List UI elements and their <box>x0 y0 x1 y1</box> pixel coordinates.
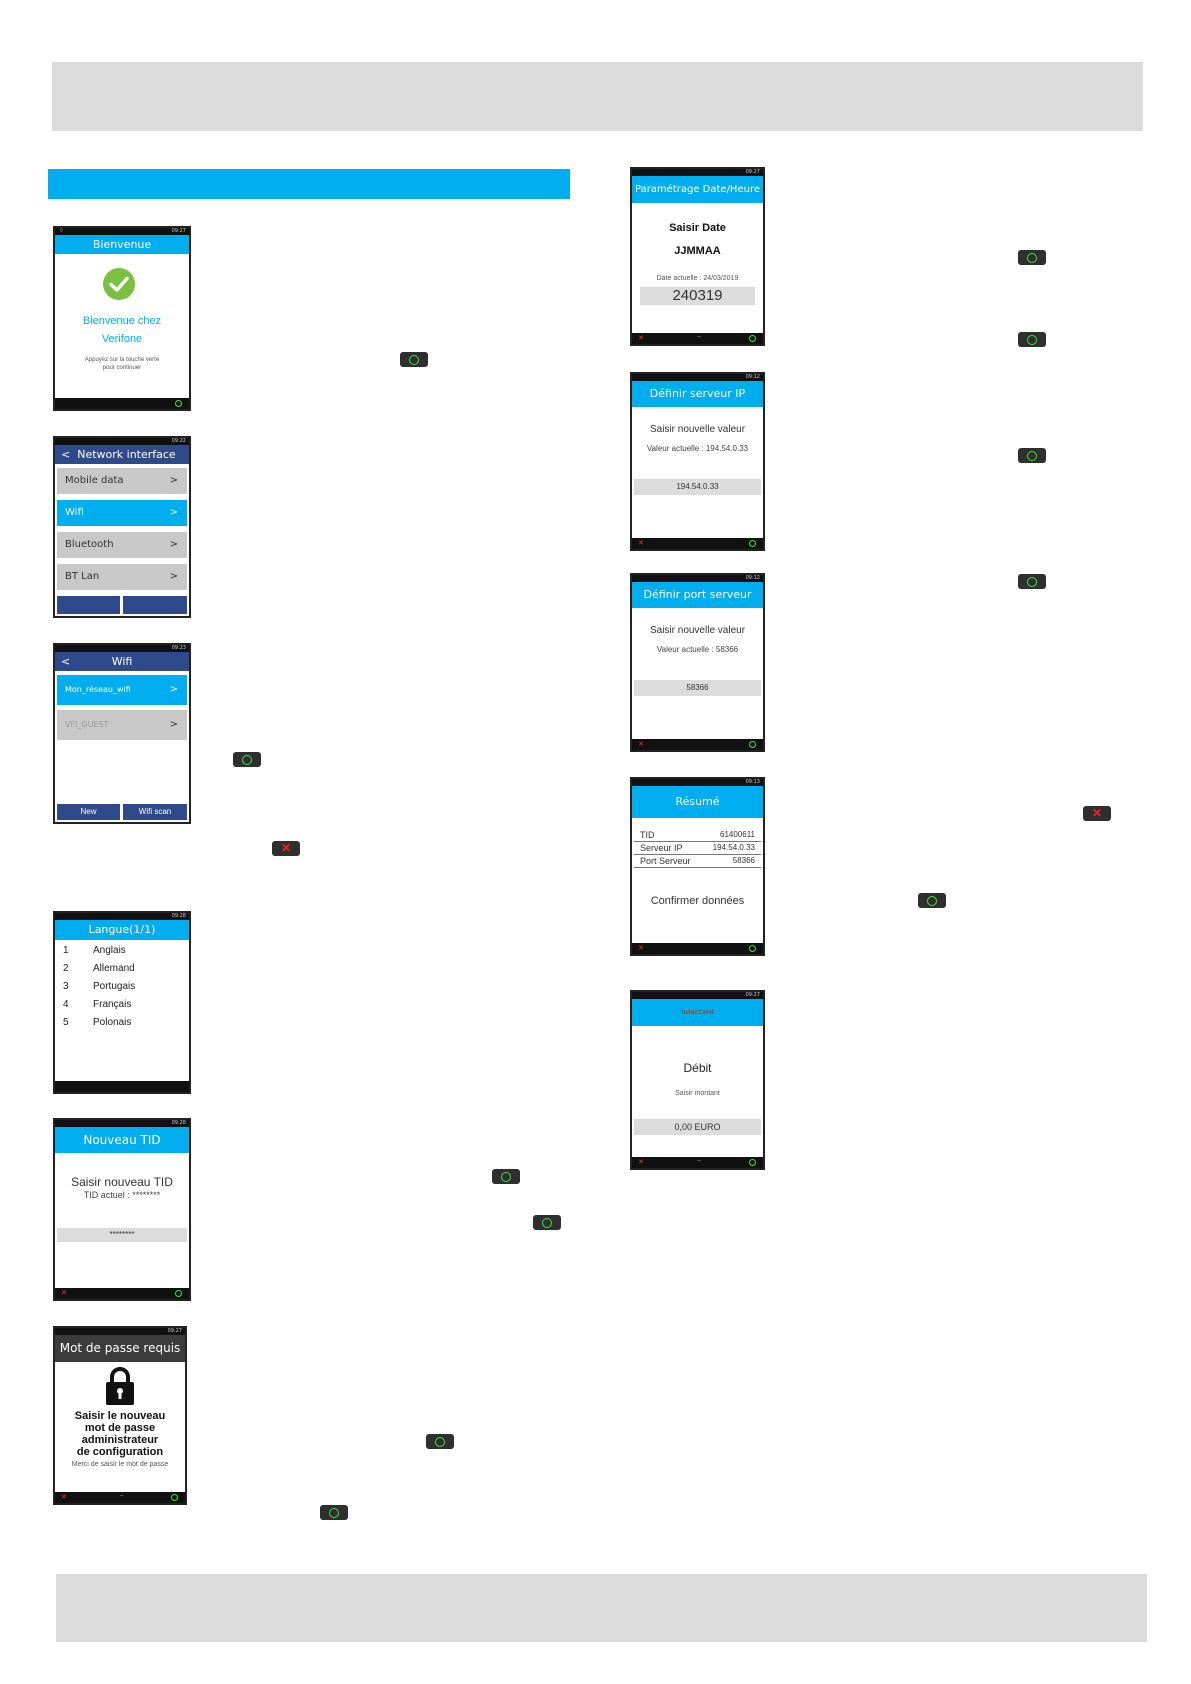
date-input-field[interactable]: 240319 <box>640 287 755 305</box>
status-bar <box>55 438 189 445</box>
menu-item-label: Mon_réseau_wifi <box>65 685 131 694</box>
password-line4: de configuration <box>76 1446 164 1458</box>
list-item[interactable] <box>55 963 189 981</box>
list-item[interactable] <box>55 981 189 999</box>
table-row <box>634 842 761 855</box>
cancel-indicator-icon: ✕ <box>638 741 644 748</box>
item-label: Anglais <box>93 945 126 956</box>
menu-item-bluetooth[interactable] <box>57 532 187 558</box>
port-prompt: Saisir nouvelle valeur <box>649 625 746 636</box>
ok-indicator-icon <box>171 1494 178 1501</box>
cancel-indicator-icon: ✕ <box>638 540 644 547</box>
screen-footer <box>55 1081 189 1092</box>
chevron-right-icon: > <box>169 475 178 486</box>
ok-key-icon <box>1018 448 1046 463</box>
language-list <box>55 945 189 1035</box>
screen-title: Mot de passe requis <box>55 1335 185 1362</box>
screen-footer <box>632 333 763 344</box>
status-bar <box>632 992 763 999</box>
ok-indicator-icon <box>749 741 756 748</box>
screen-wifi <box>53 643 191 824</box>
menu-item-label: Mobile data <box>65 475 124 486</box>
menu-item-wifi-network[interactable] <box>57 710 187 740</box>
screen-resume <box>630 777 765 956</box>
screen-date-heure <box>630 167 765 346</box>
cancel-indicator-icon: ✕ <box>638 335 644 342</box>
ok-key-icon <box>492 1169 520 1184</box>
list-item[interactable] <box>55 945 189 963</box>
ip-current: Valeur actuelle : 194.54.0.33 <box>646 444 749 453</box>
screen-debit <box>630 990 765 1170</box>
password-sub: Merci de saisir le mot de passe <box>71 1461 169 1468</box>
screen-title: Paramétrage Date/Heure <box>632 176 763 203</box>
ok-key-icon <box>1018 574 1046 589</box>
lock-icon <box>105 1366 135 1411</box>
softkey-left[interactable] <box>57 596 120 614</box>
item-label: Français <box>93 999 132 1010</box>
screen-langue <box>53 911 191 1094</box>
cancel-key-icon: ✕ <box>272 841 300 856</box>
ok-indicator-icon <box>749 945 756 952</box>
screen-title: Network interface <box>77 448 176 461</box>
chevron-right-icon: > <box>169 571 178 582</box>
screen-title: Définir port serveur <box>632 582 763 608</box>
ok-indicator-icon <box>749 335 756 342</box>
status-bar <box>55 1120 189 1127</box>
status-bar <box>55 1328 185 1335</box>
brand-bar <box>632 999 763 1026</box>
ip-prompt: Saisir nouvelle valeur <box>649 424 746 435</box>
password-line3: administrateur <box>81 1434 159 1446</box>
cancel-indicator-icon: ✕ <box>61 1290 67 1297</box>
screen-footer <box>632 739 763 750</box>
status-time: 09:22 <box>171 438 186 444</box>
screen-serveur-ip <box>630 372 765 551</box>
item-number: 3 <box>63 981 69 992</box>
screen-footer <box>632 538 763 549</box>
status-bar <box>632 169 763 176</box>
screen-footer <box>632 943 763 954</box>
status-time: 09:27 <box>167 1328 182 1334</box>
section-header-bar <box>48 169 570 199</box>
port-input-field[interactable]: 58366 <box>634 680 761 696</box>
row-value: 61400611 <box>720 830 755 839</box>
status-time: 09:27 <box>745 992 760 998</box>
screen-footer <box>55 398 189 409</box>
amount-input-field[interactable]: 0,00 EURO <box>634 1119 761 1135</box>
tid-prompt: Saisir nouveau TID <box>71 1175 173 1189</box>
ok-indicator-icon <box>749 1159 756 1166</box>
screen-title-bar <box>55 445 189 464</box>
screen-title: Nouveau TID <box>55 1127 189 1153</box>
password-line1: Saisir le nouveau <box>74 1410 166 1422</box>
status-bar <box>632 779 763 786</box>
tid-input-field[interactable]: ******** <box>57 1228 187 1242</box>
status-time: 09:23 <box>171 645 186 651</box>
screen-title: Langue(1/1) <box>55 920 189 940</box>
row-value: 194.54.0.33 <box>712 843 755 852</box>
row-key: TID <box>640 830 655 840</box>
menu-item-bt-lan[interactable] <box>57 564 187 590</box>
ok-indicator-icon <box>749 540 756 547</box>
status-time: 09:27 <box>745 169 760 175</box>
welcome-line2: Verifone <box>101 333 143 345</box>
cancel-key-icon: ✕ <box>1083 806 1111 821</box>
status-bar <box>55 228 189 235</box>
menu-item-label: VFI_GUEST <box>65 720 109 729</box>
screen-title: Définir serveur IP <box>632 381 763 407</box>
item-label: Portugais <box>93 981 136 992</box>
menu-item-wifi[interactable] <box>57 500 187 526</box>
screen-title-bar <box>55 652 189 671</box>
row-value: 58366 <box>732 856 755 865</box>
ok-key-icon <box>1018 332 1046 347</box>
row-key: Port Serveur <box>640 856 691 866</box>
footer-dash: – <box>697 1158 701 1164</box>
screen-footer <box>55 1492 185 1503</box>
ok-key-icon <box>1018 250 1046 265</box>
status-time: 09:13 <box>745 779 760 785</box>
debit-sub: Saisir montant <box>675 1090 720 1097</box>
item-number: 4 <box>63 999 69 1010</box>
screen-title: Résumé <box>632 786 763 818</box>
date-current: Date actuelle : 24/03/2019 <box>656 275 739 282</box>
back-icon[interactable]: < <box>61 448 71 461</box>
back-icon[interactable]: < <box>61 655 71 668</box>
new-button[interactable]: New <box>57 804 120 820</box>
screen-title: Wifi <box>111 655 133 668</box>
ok-indicator-icon <box>175 1290 182 1297</box>
chevron-right-icon: > <box>169 507 178 518</box>
cancel-indicator-icon: ✕ <box>638 945 644 952</box>
wifi-scan-button[interactable]: Wifi scan <box>123 804 187 820</box>
ok-key-icon <box>233 752 261 767</box>
summary-table <box>634 829 761 868</box>
hint-line2: pour continuer <box>102 365 142 371</box>
table-row <box>634 855 761 868</box>
menu-item-label: Wifi <box>65 507 84 518</box>
screen-footer <box>55 1288 189 1299</box>
footer-dash: – <box>120 1493 124 1499</box>
port-current: Valeur actuelle : 58366 <box>656 645 739 654</box>
wifi-icon: ⌔ <box>59 228 64 234</box>
screen-nouveau-tid <box>53 1118 191 1301</box>
hint-line1: Appuyez sur la touche verte <box>84 357 160 363</box>
item-number: 1 <box>63 945 69 956</box>
tid-current: TID actuel : ******** <box>83 1190 161 1200</box>
footer-band <box>56 1574 1147 1642</box>
intercard-logo: InterCard <box>681 1009 714 1016</box>
ok-indicator-icon <box>175 400 182 407</box>
item-number: 5 <box>63 1017 69 1028</box>
ip-input-field[interactable]: 194.54.0.33 <box>634 479 761 495</box>
chevron-right-icon: > <box>169 719 178 730</box>
ok-key-icon <box>400 352 428 367</box>
status-bar <box>55 645 189 652</box>
footer-dash: – <box>697 334 701 340</box>
item-number: 2 <box>63 963 69 974</box>
list-item[interactable] <box>55 999 189 1017</box>
table-row <box>634 829 761 842</box>
welcome-line1: Bienvenue chez <box>82 315 162 327</box>
date-line1: Saisir Date <box>669 222 726 234</box>
password-line2: mot de passe <box>84 1422 156 1434</box>
screen-footer <box>632 1157 763 1168</box>
status-time: 09:12 <box>745 575 760 581</box>
screen-network-interface <box>53 436 191 618</box>
status-time: 09:27 <box>171 228 186 234</box>
ok-key-icon <box>918 893 946 908</box>
ok-key-icon <box>533 1215 561 1230</box>
menu-item-label: Bluetooth <box>65 539 114 550</box>
chevron-right-icon: > <box>169 684 178 695</box>
ok-key-icon <box>426 1434 454 1449</box>
screen-mot-de-passe <box>53 1326 187 1505</box>
check-circle-icon <box>103 268 135 305</box>
menu-item-mobile-data[interactable] <box>57 468 187 494</box>
cancel-indicator-icon: ✕ <box>638 1159 644 1166</box>
status-bar <box>55 913 189 920</box>
list-item[interactable] <box>55 1017 189 1035</box>
debit-title: Débit <box>683 1061 712 1075</box>
menu-item-wifi-network[interactable] <box>57 675 187 705</box>
screen-port-serveur <box>630 573 765 752</box>
confirm-text: Confirmer données <box>650 895 745 907</box>
status-time: 09:28 <box>171 913 186 919</box>
chevron-right-icon: > <box>169 539 178 550</box>
menu-item-label: BT Lan <box>65 571 100 582</box>
screen-title: Bienvenue <box>55 235 189 254</box>
date-line2: JJMMAA <box>674 245 721 257</box>
status-time: 09:12 <box>745 374 760 380</box>
ok-key-icon <box>320 1505 348 1520</box>
item-label: Allemand <box>93 963 135 974</box>
status-time: 09:28 <box>171 1120 186 1126</box>
status-bar <box>632 374 763 381</box>
item-label: Polonais <box>93 1017 132 1028</box>
softkey-right[interactable] <box>123 596 187 614</box>
header-band <box>52 62 1143 131</box>
screen-bienvenue <box>53 226 191 411</box>
row-key: Serveur IP <box>640 843 683 853</box>
status-bar <box>632 575 763 582</box>
cancel-indicator-icon: ✕ <box>61 1494 67 1501</box>
